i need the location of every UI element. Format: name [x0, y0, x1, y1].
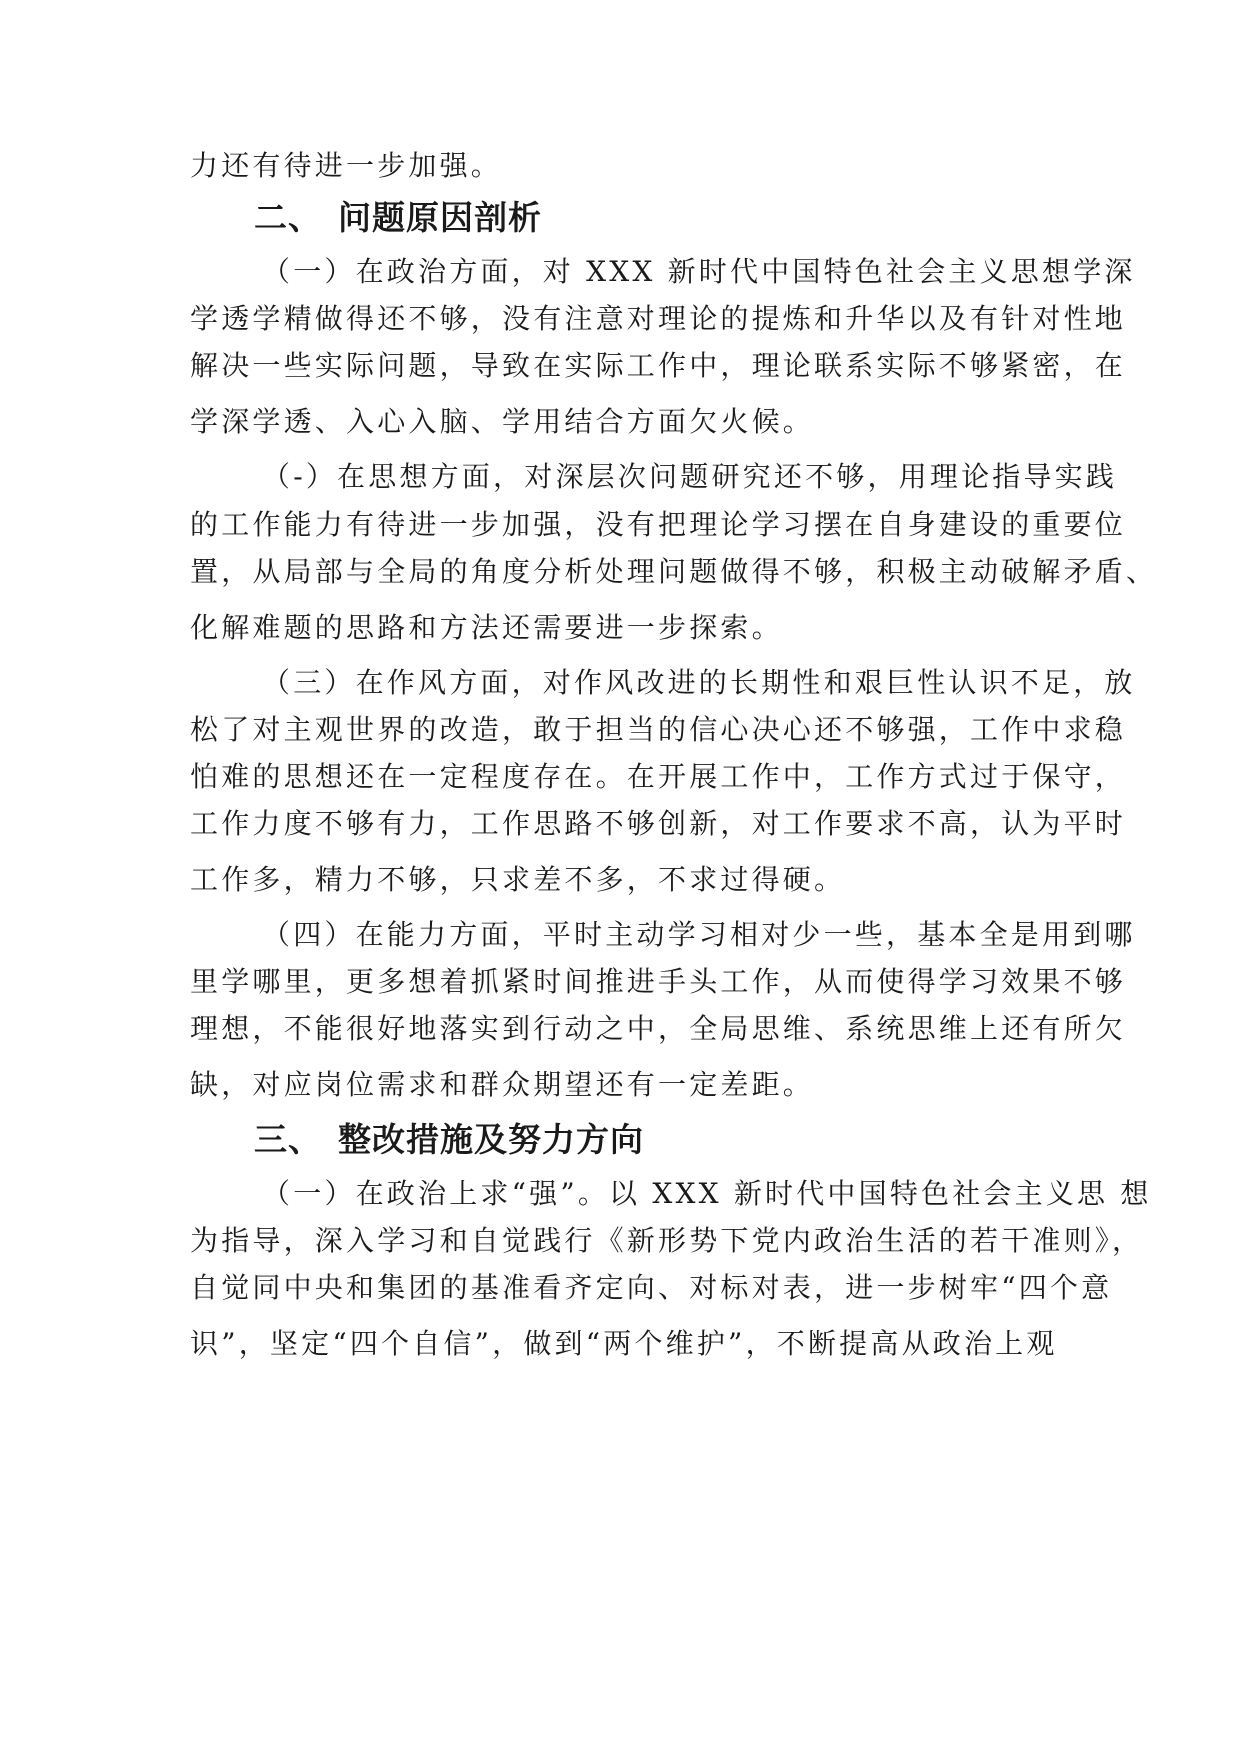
- paragraph-line: （一）在政治方面，对 XXX 新时代中国特色社会主义思想学深: [262, 255, 1136, 288]
- section-title: 整改措施及努力方向: [338, 1120, 644, 1159]
- section-number: 二、: [254, 198, 322, 237]
- paragraph-line: 学透学精做得还不够，没有注意对理论的提炼和升华以及有针对性地: [190, 302, 1127, 335]
- paragraph-line: 工作多，精力不够，只求差不多，不求过得硬。: [190, 863, 846, 896]
- section-title: 问题原因剖析: [338, 198, 542, 237]
- paragraph-line: 学深学透、入心入脑、学用结合方面欠火候。: [190, 405, 815, 438]
- paragraph-line: 置，从局部与全局的角度分析处理问题做得不够，积极主动破解矛盾、: [190, 555, 1158, 588]
- paragraph-line: 里学哪里，更多想着抓紧时间推进手头工作，从而使得学习效果不够: [190, 965, 1127, 998]
- section-heading-2: [254, 196, 542, 240]
- paragraph-line: 为指导，深入学习和自觉践行《新形势下党内政治生活的若干准则》，: [190, 1224, 1144, 1257]
- paragraph-line: 缺，对应岗位需求和群众期望还有一定差距。: [190, 1068, 815, 1101]
- section-number: 三、: [254, 1120, 322, 1159]
- paragraph-line: 自觉同中央和集团的基准看齐定向、对标对表，进一步树牢“四个意: [190, 1271, 1113, 1304]
- paragraph-line: 工作力度不够有力，工作思路不够创新，对工作要求不高，认为平时: [190, 807, 1127, 840]
- paragraph-line: 识”，坚定“四个自信”，做到“两个维护”，不断提高从政治上观: [190, 1327, 1058, 1360]
- paragraph-line: 松了对主观世界的改造，敢于担当的信心决心还不够强，工作中求稳: [190, 713, 1127, 746]
- paragraph-line: 解决一些实际问题，导致在实际工作中，理论联系实际不够紧密，在: [190, 349, 1127, 382]
- paragraph-line: （-）在思想方面，对深层次问题研究还不够，用理论指导实践: [262, 460, 1118, 493]
- paragraph-line: （一）在政治上求“强”。以 XXX 新时代中国特色社会主义思 想: [262, 1177, 1152, 1210]
- paragraph-line: 化解难题的思路和方法还需要进一步探索。: [190, 611, 783, 644]
- paragraph-line: 的工作能力有待进一步加强，没有把理论学习摆在自身建设的重要位: [190, 508, 1127, 541]
- paragraph-line: （三）在作风方面，对作风改进的长期性和艰巨性认识不足，放: [262, 666, 1136, 699]
- section-heading-3: [254, 1118, 644, 1162]
- paragraph-line: 理想，不能很好地落实到行动之中，全局思维、系统思维上还有所欠: [190, 1012, 1127, 1045]
- paragraph-line: 怕难的思想还在一定程度存在。在开展工作中，工作方式过于保守，: [190, 760, 1127, 793]
- paragraph-line: 力还有待进一步加强。: [190, 149, 503, 182]
- paragraph-line: （四）在能力方面，平时主动学习相对少一些，基本全是用到哪: [262, 918, 1136, 951]
